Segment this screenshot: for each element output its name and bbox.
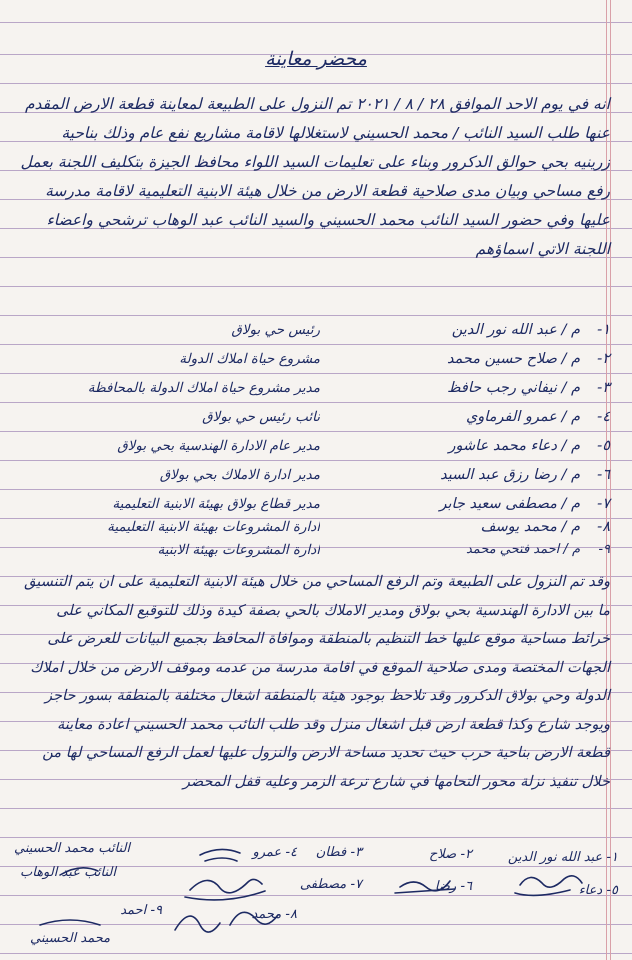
signature-label: النائب عبد الوهاب [20, 865, 116, 880]
member-number: ٥- [596, 438, 610, 454]
signature-label: ٥- دعاء [578, 883, 618, 898]
member-role: ادارة المشروعات بهيئة الابنية التعليمية [107, 519, 320, 535]
member-number: ١- [596, 322, 610, 338]
member-role: مدير قطاع بولاق بهيئة الابنية التعليمية [112, 496, 320, 512]
member-name: م / نيفاني رجب حافظ [447, 380, 580, 396]
member-number: ٧- [596, 496, 610, 512]
signature-label: محمد الحسيني [30, 931, 111, 946]
member-number: ٦- [596, 467, 610, 483]
signature-label: ٣- فطان [315, 845, 362, 860]
signature-label: ٢- صلاح [429, 847, 472, 862]
list-item [10, 467, 610, 496]
list-item [10, 380, 610, 409]
list-item [10, 438, 610, 467]
member-role: مدير مشروع حياة املاك الدولة بالمحافظة [87, 380, 320, 396]
member-name: م / صلاح حسين محمد [446, 351, 580, 367]
margin-line [610, 0, 611, 960]
document-title: محضر معاينة [265, 48, 367, 70]
list-item [10, 351, 610, 380]
member-number: ٨- [596, 519, 610, 535]
signatures-area [0, 835, 632, 960]
signature-label: ١- عبد الله نور الدين [507, 850, 618, 865]
signature-label: النائب محمد الحسيني [14, 841, 131, 856]
paragraph-intro: انه في يوم الاحد الموافق ٢٨ / ٨ / ٢٠٢١ تم النزول على الطبيعة لمعاينة قطعة الارض المقدم عنها طلب السيد النائب / محمد الحسيني لاستغلالها لاقامة مشاريع نفع عام وذلك بناحية زرينيه بحي حوالق الدكرور وبناء على تعليمات السيد اللواء محافظ الجيزة بتكليف اللجنة بعمل رفع مساحي وبيان مدى صلاحية قطعة الارض من خلال هيئة الابنية التعليمية لاقامة مدرسة عليها وفي حضور السيد النائب محمد الحسيني والسيد النائب عبد الوهاب ترشحي واعضاء اللجنة الاتي اسماؤهم [20, 95, 610, 258]
paragraph-findings: وقد تم النزول على الطبيعة وتم الرفع المساحي من خلال هيئة الابنية التعليمية على ان يتم التنسيق ما بين الادارة الهندسية بحي بولاق ومدير الاملاك بالحي بصفة كيدة وذلك للتوقيع المكاني على خرائط مساحية موقع عليها خط التنظيم بالمنطقة وموافاة المحافظ بجميع البيانات للعرض على الجهات المختصة ومدى صلاحية الموقع في اقامة مدرسة من عدمه وموقف الارض من خلال املاك الدولة وحي بولاق الدكرور وقد تلاحظ بوجود هيئة بالمنطقة اشغال مختلفة بالمنطقة بسور حاجز ويوجد شارع وكذا قطعة ارض قبل اشغال منزل وقد طلب النائب محمد الحسيني اعادة معاينة قطعة الارض بناحية حرب حيث تحديد مساحة الارض والنزول عليها لعمل الرفع المساحي لها من خلال تنفيذ نزلة محور التحامها في شارع ترعة الزمر وعليه قفل المحضر [24, 573, 610, 790]
signature-label: ٤- عمرو [252, 845, 297, 860]
signature-label: ٩- احمد [120, 903, 162, 918]
member-number: ٤- [596, 409, 610, 425]
member-number: ٩- [598, 542, 610, 557]
handwritten-signatures-scribbles [0, 835, 632, 960]
member-name: م / محمد يوسف [480, 519, 580, 535]
member-number: ٣- [596, 380, 610, 396]
list-item [10, 409, 610, 438]
member-role: مدير عام الادارة الهندسية بحي بولاق [117, 438, 320, 454]
member-name: م / احمد فتحي محمد [465, 542, 580, 557]
member-role: نائب رئيس حي بولاق [202, 409, 320, 425]
member-role: رئيس حي بولاق [231, 322, 320, 338]
member-name: م / دعاء محمد عاشور [448, 438, 580, 454]
member-name: م / رضا رزق عبد السيد [440, 467, 580, 483]
member-role: مشروع حياة املاك الدولة [179, 351, 320, 367]
member-role: مدير ادارة الاملاك بحي بولاق [159, 467, 320, 483]
list-item [10, 322, 610, 351]
signature-label: ٨- محمد [251, 907, 297, 922]
signature-label: ٦- رضا [434, 879, 472, 894]
member-name: م / مصطفى سعيد جابر [439, 496, 580, 512]
member-number: ٢- [596, 351, 610, 367]
member-name: م / عمرو الفرماوي [465, 409, 580, 425]
list-item [10, 542, 610, 571]
signature-label: ٧- مصطفى [299, 877, 362, 892]
member-name: م / عبد الله نور الدين [451, 322, 580, 338]
member-role: ادارة المشروعات بهيئة الابنية [157, 542, 320, 558]
